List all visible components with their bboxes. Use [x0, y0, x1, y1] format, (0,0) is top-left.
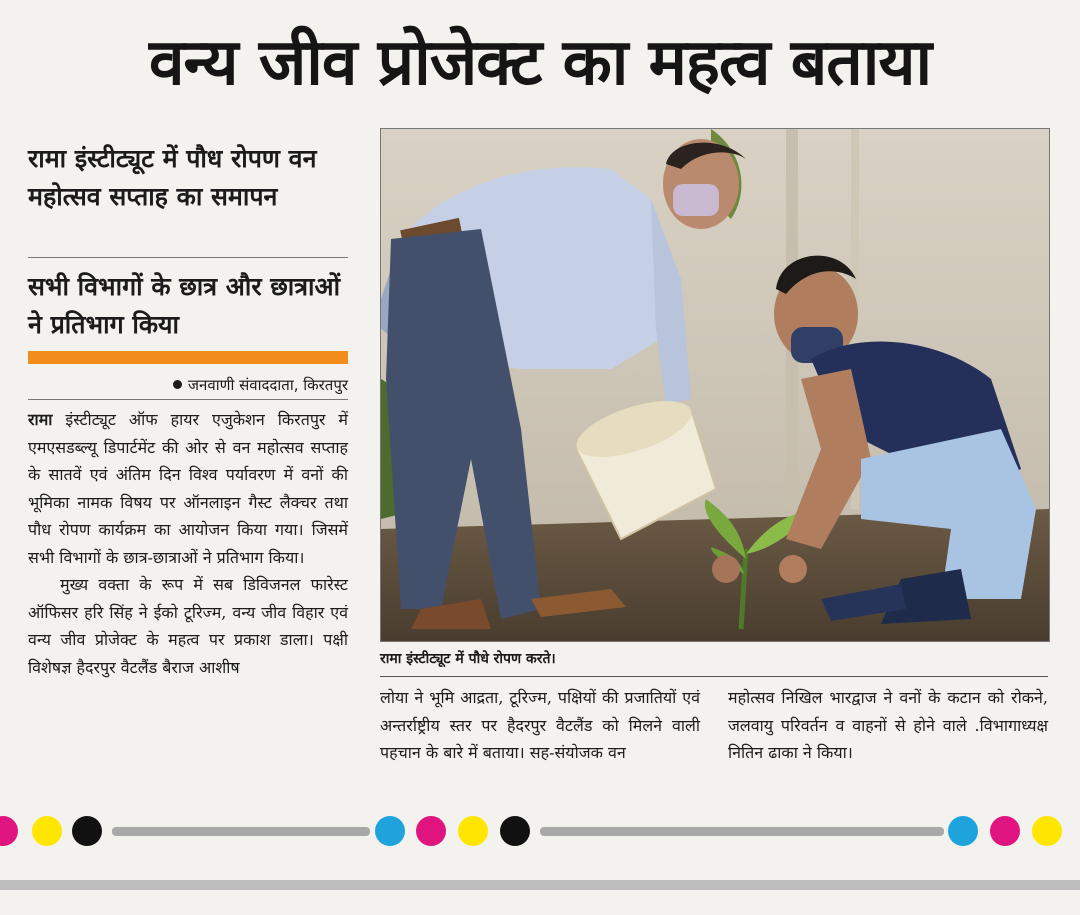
- cyan-dot-icon: [948, 816, 978, 846]
- yellow-dot-icon: [32, 816, 62, 846]
- plantation-photo-illustration: [381, 129, 1049, 641]
- lead-word: रामा: [28, 410, 53, 429]
- subheadline-primary: रामा इंस्टीट्यूट में पौध रोपण वन महोत्सव सप्ताह का समापन: [28, 144, 317, 211]
- caption-rule: [380, 676, 1048, 677]
- magenta-dot-icon: [416, 816, 446, 846]
- black-dot-icon: [72, 816, 102, 846]
- article-column-3: [728, 684, 1048, 767]
- article-paragraph: महोत्सव निखिल भारद्वाज ने वनों के कटान को रोकने, जलवायु परिवर्तन व वाहनों से होने वाले .विभागाध्यक्ष नितिन ढाका ने किया।: [728, 688, 1048, 762]
- yellow-dot-icon: [458, 816, 488, 846]
- bullet-icon: [173, 380, 182, 389]
- article-paragraph: मुख्य वक्ता के रूप में सब डिविजनल फारेस्ट ऑफिसर हरि सिंह ने ईको टूरिज्म, वन्य जीव विहार एवं वन्य जीव प्रोजेक्ट के महत्व पर प्रकाश डाला। पक्षी विशेषज्ञ हैदरपुर वैटलैंड बैराज आशीष: [28, 575, 348, 677]
- subheadline-secondary: सभी विभागों के छात्र और छात्राओं ने प्रतिभाग किया: [28, 272, 341, 339]
- cyan-dot-icon: [375, 816, 405, 846]
- registration-bar: [112, 827, 370, 836]
- photo-caption: रामा इंस्टीट्यूट में पौधे रोपण करते।: [380, 651, 556, 667]
- black-dot-icon: [500, 816, 530, 846]
- byline: [28, 372, 348, 398]
- yellow-dot-icon: [1032, 816, 1062, 846]
- headline: वन्य जीव प्रोजेक्ट का महत्व बताया: [148, 26, 932, 100]
- magenta-dot-icon: [0, 816, 18, 846]
- article-paragraph: लोया ने भूमि आद्रता, टूरिज्म, पक्षियों की प्रजातियों एवं अन्तर्राष्ट्रीय स्तर पर हैदरपुर वैटलैंड को मिलने वाली पहचान के बारे में बताया। सह-संयोजक वन: [380, 688, 700, 762]
- divider-rule: [28, 257, 348, 258]
- article-column-2: [380, 684, 700, 767]
- bottom-band: [0, 880, 1080, 890]
- news-photo: [380, 128, 1050, 642]
- article-paragraph: [28, 406, 348, 571]
- registration-bar: [540, 827, 944, 836]
- print-registration-strip: [0, 808, 1080, 852]
- paragraph-text: इंस्टीट्यूट ऑफ हायर एजुकेशन किरतपुर में एमएसडब्ल्यू डिपार्टमेंट की ओर से वन महोत्सव सप्ताह के सातवें एवं अंतिम दिन विश्व पर्यावरण में वनों की भूमिका नामक विषय पर ऑनलाइन गैस्ट लैक्चर तथा पौध रोपण कार्यक्रम का आयोजन किया गया। जिसमें सभी विभागों के छात्र-छात्राओं ने प्रतिभाग किया।: [28, 410, 348, 567]
- article-column-1: [28, 406, 348, 681]
- orange-accent-bar: [28, 351, 348, 364]
- divider-rule: [28, 399, 348, 400]
- magenta-dot-icon: [990, 816, 1020, 846]
- byline-text: जनवाणी संवाददाता, किरतपुर: [187, 376, 348, 394]
